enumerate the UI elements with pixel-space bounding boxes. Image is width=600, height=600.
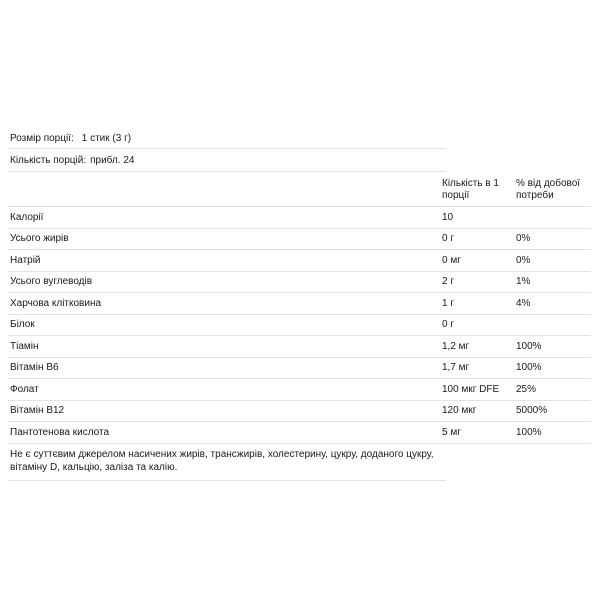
- header-amount-line1: Кількість в 1: [442, 178, 499, 189]
- header-dv-line1: % від добової: [516, 178, 581, 189]
- nutrient-name: Пантотенова кислота: [10, 426, 110, 438]
- table-row: [8, 250, 591, 272]
- nutrient-daily-value: 100%: [516, 362, 542, 374]
- header-amount-line2: порції: [442, 190, 470, 201]
- table-row: [8, 401, 591, 423]
- servings-per-container-value: прибл. 24: [90, 154, 135, 166]
- serving-size-label: Розмір порції:: [10, 133, 74, 144]
- nutrient-name: Вітамін B6: [10, 362, 59, 374]
- nutrient-daily-value: 0%: [516, 233, 531, 245]
- footnote-text: Не є суттєвим джерелом насичених жирів, трансжирів, холестерину, цукру, доданого цукру, вітаміну D, кальцію, заліза та калію.: [8, 444, 446, 481]
- nutrient-name: Натрій: [10, 254, 41, 266]
- nutrient-daily-value: 4%: [516, 297, 531, 309]
- table-row: [8, 229, 591, 251]
- serving-size-value: 1 стик (3 г): [81, 133, 132, 144]
- nutrient-name: Усього жирів: [10, 233, 69, 245]
- table-row: [8, 422, 591, 444]
- nutrition-facts-table: [8, 129, 581, 481]
- table-row: [8, 336, 591, 358]
- nutrient-name: Усього вуглеводів: [10, 276, 93, 288]
- nutrient-amount: 5 мг: [442, 426, 461, 438]
- serving-size-row: [8, 129, 446, 149]
- nutrient-daily-value: 0%: [516, 254, 531, 266]
- nutrient-amount: 0 г: [442, 319, 454, 331]
- table-row: [8, 207, 591, 229]
- servings-per-container-label: Кількість порцій:: [10, 154, 87, 166]
- nutrient-daily-value: 100%: [516, 426, 542, 438]
- nutrient-name: Калорії: [10, 211, 44, 223]
- table-row: [8, 293, 591, 315]
- nutrient-daily-value: 1%: [516, 276, 531, 288]
- header-amount-cell: [442, 178, 520, 202]
- nutrient-amount: 1 г: [442, 297, 454, 309]
- table-row: [8, 379, 591, 401]
- nutrient-amount: 0 мг: [442, 254, 461, 266]
- nutrient-name: Харчова клітковина: [10, 297, 102, 309]
- nutrient-amount: 10: [442, 211, 454, 223]
- table-row: [8, 358, 591, 380]
- nutrient-amount: 120 мкг: [442, 405, 477, 417]
- nutrient-name: Фолат: [10, 383, 39, 395]
- table-row: [8, 315, 591, 337]
- nutrient-amount: 0 г: [442, 233, 454, 245]
- nutrient-table: [8, 172, 591, 444]
- header-dv-line2: потреби: [516, 190, 554, 201]
- nutrient-name: Білок: [10, 319, 35, 331]
- nutrient-amount: 2 г: [442, 276, 454, 288]
- nutrient-daily-value: 25%: [516, 383, 537, 395]
- nutrient-daily-value: 5000%: [516, 405, 548, 417]
- nutrient-amount: 1,2 мг: [442, 340, 470, 352]
- table-row: [8, 272, 591, 294]
- nutrient-name: Тіамін: [10, 340, 39, 352]
- nutrient-amount: 1,7 мг: [442, 362, 470, 374]
- table-header-row: [8, 172, 591, 207]
- servings-per-container-row: [8, 149, 446, 172]
- nutrient-daily-value: 100%: [516, 340, 542, 352]
- header-dv-cell: [516, 178, 596, 202]
- nutrient-amount: 100 мкг DFE: [442, 383, 500, 395]
- nutrient-name: Вітамін B12: [10, 405, 65, 417]
